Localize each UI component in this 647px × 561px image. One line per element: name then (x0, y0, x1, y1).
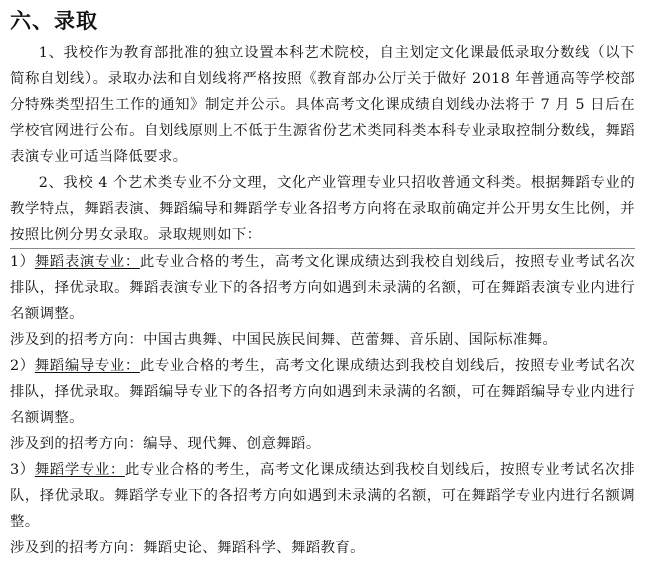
major-2-rule: 此专业合格的考生，高考文化课成绩达到我校自划线后，按照专业考试名次排队，择优录取。舞蹈编导专业下的各招考方向如遇到未录满的名额，可在舞蹈编导专业内进行名额调整。 (10, 358, 635, 426)
major-2-name: 舞蹈编导专业： (34, 358, 140, 374)
major-3-rule-paragraph (10, 457, 635, 535)
paragraph-1: 1、我校作为教育部批准的独立设置本科艺术院校，自主划定文化课最低录取分数线（以下简称自划线）。录取办法和自划线将严格按照《教育部办公厅关于做好 2018 年普通高等学校部分特殊类型招生工作的通知》制定并公示。具体高考文化课成绩自划线办法将于 7 月 5 日后在学校官网进行公布。自划线原则上不低于生源省份艺术类同科类本科专业录取控制分数线，舞蹈表演专业可适当降低要求。 (10, 45, 635, 165)
major-2-directions: 涉及到的招考方向：编导、现代舞、创意舞蹈。 (10, 436, 321, 452)
major-1-rule-paragraph (10, 249, 635, 327)
major-2-rule-paragraph (10, 353, 635, 431)
major-3-block (10, 457, 635, 561)
paragraph-2: 2、我校 4 个艺术类专业不分文理，文化产业管理专业只招收普通文科类。根据舞蹈专业的教学特点，舞蹈表演、舞蹈编导和舞蹈学专业各招考方向将在录取前确定并公开男女生比例，并按照比例分男女录取。录取规则如下： (10, 175, 635, 243)
section-heading: 六、录取 (10, 9, 98, 33)
major-2-number: 2） (10, 358, 35, 374)
major-1-name: 舞蹈表演专业： (34, 254, 140, 270)
major-3-directions: 涉及到的招考方向：舞蹈史论、舞蹈科学、舞蹈教育。 (10, 540, 365, 556)
major-1-rule: 此专业合格的考生，高考文化课成绩达到我校自划线后，按照专业考试名次排队，择优录取。舞蹈表演专业下的各招考方向如遇到未录满的名额，可在舞蹈表演专业内进行名额调整。 (10, 254, 635, 322)
major-3-rule: 此专业合格的考生，高考文化课成绩达到我校自划线后，按照专业考试名次排队，择优录取。舞蹈学专业下的各招考方向如遇到未录满的名额，可在舞蹈学专业内进行名额调整。 (10, 462, 635, 530)
major-1-block (10, 248, 635, 353)
major-1-number: 1） (10, 254, 35, 270)
major-1-directions: 涉及到的招考方向：中国古典舞、中国民族民间舞、芭蕾舞、音乐剧、国际标准舞。 (10, 332, 558, 348)
major-3-name: 舞蹈学专业： (34, 462, 125, 478)
major-2-block (10, 353, 635, 457)
major-3-number: 3） (10, 462, 35, 478)
